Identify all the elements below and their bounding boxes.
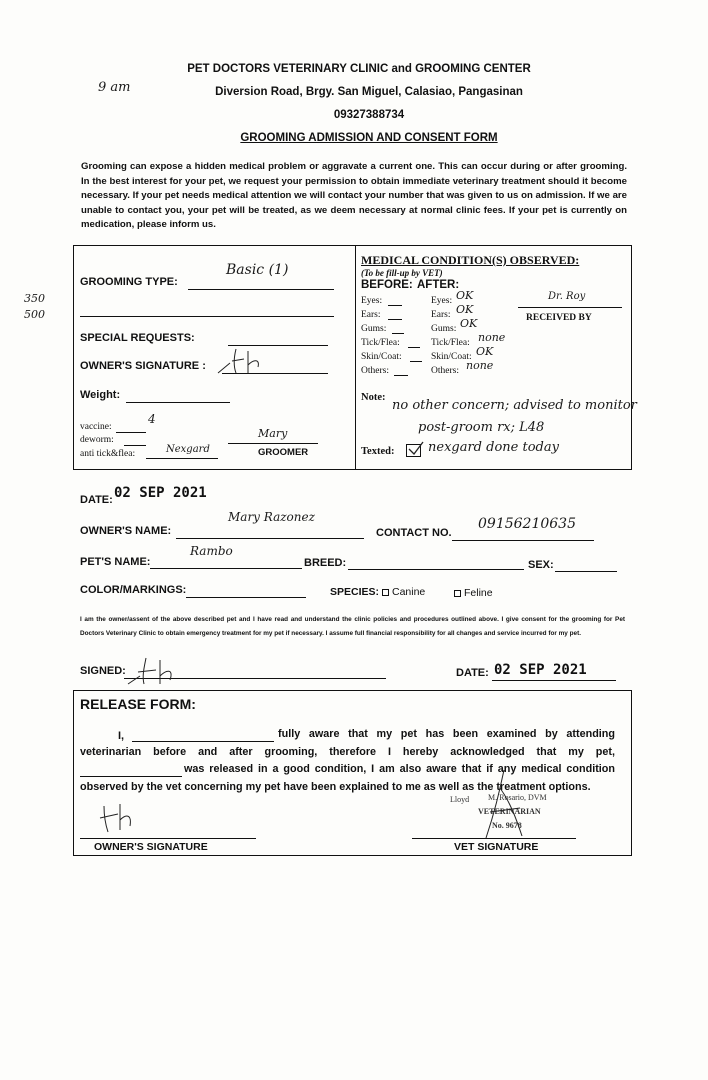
medical-subtitle: (To be fill-up by VET)	[361, 268, 443, 278]
box-divider	[355, 245, 356, 470]
groomer-label: GROOMER	[258, 447, 309, 458]
deworm-line[interactable]	[124, 445, 146, 446]
release-owner-signature	[98, 800, 140, 836]
note-line-1: no other concern; advised to monitor	[392, 398, 637, 413]
groomer-line[interactable]	[228, 443, 318, 444]
pet-name-label: PET'S NAME:	[80, 556, 151, 568]
sex-line[interactable]	[555, 571, 617, 572]
canine-checkbox[interactable]	[382, 589, 389, 596]
contact-value: 09156210635	[478, 516, 576, 532]
vaccine-line[interactable]	[116, 432, 146, 433]
before-eyes: Eyes:	[361, 296, 383, 306]
signed-date-line[interactable]	[492, 680, 616, 681]
release-i-label: I,	[118, 730, 125, 742]
after-gums-label: Gums:	[431, 324, 457, 334]
grooming-type-line[interactable]	[188, 289, 334, 290]
after-label: AFTER:	[417, 279, 460, 291]
vet-stamp-line-1: Lloyd	[450, 795, 470, 804]
vet-stamp-line-2: M. Rosario, DVM	[488, 793, 547, 802]
checkmark-icon	[406, 440, 424, 456]
after-eyes-label: Eyes:	[431, 296, 453, 306]
signed-date-value: 02 SEP 2021	[494, 662, 587, 678]
antitick-line[interactable]	[146, 458, 218, 459]
release-text-2: was released in a good condition, I am also aware that if any medical condition observed by the vet concerning my pet have been explained to me as well as the treatment options.	[80, 763, 615, 793]
received-by-value: Dr. Roy	[548, 291, 586, 302]
weight-line[interactable]	[126, 402, 230, 403]
groomer-value: Mary	[258, 427, 288, 440]
vaccine-label: vaccine:	[80, 422, 112, 432]
after-tickflea-value: none	[478, 331, 506, 344]
after-tickflea-label: Tick/Flea:	[431, 338, 470, 348]
margin-note-350: 350	[24, 292, 45, 305]
margin-note-500: 500	[24, 308, 45, 321]
grooming-type-value: Basic (1)	[226, 262, 289, 278]
release-title: RELEASE FORM:	[80, 696, 196, 712]
vet-stamp-line-4: No. 9678	[492, 821, 522, 830]
grooming-type-label: GROOMING TYPE:	[80, 276, 178, 288]
vet-signature-line[interactable]	[412, 838, 576, 839]
breed-label: BREED:	[304, 557, 347, 569]
before-skincoat: Skin/Coat:	[361, 352, 402, 362]
owner-name-line[interactable]	[176, 538, 364, 539]
after-skincoat-label: Skin/Coat:	[431, 352, 472, 362]
sex-label: SEX:	[528, 559, 554, 571]
pet-name-line[interactable]	[150, 568, 302, 569]
special-requests-label: SPECIAL REQUESTS:	[80, 332, 195, 344]
date-label: DATE:	[80, 494, 113, 506]
owner-name-label: OWNER'S NAME:	[80, 525, 172, 537]
release-text-1: fully aware that my pet has been examined by attending veterinarian before and after grooming, therefore I hereby acknowledged that my pet,	[80, 728, 615, 758]
after-others-value: none	[466, 359, 494, 372]
clinic-phone: 09327388734	[333, 109, 405, 121]
color-markings-line[interactable]	[186, 597, 306, 598]
note-label: Note:	[361, 392, 386, 403]
vet-stamp-line-3: VETERINARIAN	[478, 807, 541, 816]
breed-line[interactable]	[348, 569, 524, 570]
before-gums: Gums:	[361, 324, 387, 334]
owner-name-value: Mary Razonez	[228, 510, 315, 524]
clinic-address: Diversion Road, Brgy. San Miguel, Calasiao, Pangasinan	[215, 86, 523, 98]
color-markings-label: COLOR/MARKINGS:	[80, 584, 187, 596]
species-canine-option[interactable]	[382, 586, 425, 598]
received-by-label: RECEIVED BY	[526, 313, 592, 323]
texted-label: Texted:	[361, 446, 395, 457]
before-others: Others:	[361, 366, 389, 376]
antitick-label: anti tick&flea:	[80, 449, 136, 459]
before-gums-line[interactable]	[392, 333, 404, 334]
after-others-label: Others:	[431, 366, 459, 376]
before-eyes-line[interactable]	[388, 305, 402, 306]
contact-label: CONTACT NO.	[376, 527, 452, 539]
species-label: SPECIES:	[330, 586, 380, 598]
before-ears-line[interactable]	[388, 319, 402, 320]
signed-label: SIGNED:	[80, 665, 126, 677]
vet-signature-scribble	[476, 768, 536, 842]
medical-title: MEDICAL CONDITION(S) OBSERVED:	[361, 253, 580, 267]
after-ears-label: Ears:	[431, 310, 451, 320]
before-tickflea: Tick/Flea:	[361, 338, 400, 348]
vaccine-value: 4	[148, 412, 156, 426]
pet-name-value: Rambo	[190, 544, 233, 558]
antitick-value: Nexgard	[166, 444, 210, 455]
before-label: BEFORE:	[361, 279, 413, 291]
grooming-type-line-2[interactable]	[80, 316, 334, 317]
feline-label: Feline	[464, 587, 493, 599]
owner-signature-scribble	[214, 345, 274, 377]
after-gums-value: OK	[460, 317, 478, 330]
consent-paragraph: I am the owner/assent of the above described pet and I have read and understand the clinic policies and procedures outlined above. I give consent for the grooming for Pet Doctors Veterinary Clinic to obtain emergency treatment for my pet if necessary. I assume full financial responsibility for all changes and service incurred for my pet.	[80, 616, 625, 637]
before-tickflea-line[interactable]	[408, 347, 420, 348]
species-feline-option[interactable]	[454, 587, 493, 599]
owner-signature-line-release[interactable]	[80, 838, 256, 839]
canine-label: Canine	[392, 586, 426, 598]
release-owner-signature-label: OWNER'S SIGNATURE	[94, 841, 208, 853]
feline-checkbox[interactable]	[454, 590, 461, 597]
deworm-label: deworm:	[80, 435, 114, 445]
margin-note-time: 9 am	[98, 80, 131, 95]
intro-paragraph: Grooming can expose a hidden medical problem or aggravate a current one. This can occur during or after grooming. In the best interest for your pet, we request your permission to obtain immediate veterinary treatment should it become necessary. If your pet needs medical attention we will contact your number that was given to us on admission. If we are unable to contact you, your pet will be treated, as we deem necessary at normal clinic fees. If your pet is currently on medication, please inform us.	[81, 161, 627, 230]
signed-date-label: DATE:	[456, 667, 489, 679]
after-ears-value: OK	[456, 303, 474, 316]
form-title: GROOMING ADMISSION AND CONSENT FORM	[240, 132, 498, 144]
note-line-3: nexgard done today	[428, 440, 559, 455]
after-eyes-value: OK	[456, 289, 474, 302]
contact-line[interactable]	[452, 540, 594, 541]
before-skincoat-line[interactable]	[410, 361, 422, 362]
before-ears: Ears:	[361, 310, 381, 320]
note-line-2: post-groom rx; L48	[418, 420, 545, 435]
clinic-name: PET DOCTORS VETERINARY CLINIC and GROOMING CENTER	[187, 63, 531, 75]
after-skincoat-value: OK	[476, 345, 494, 358]
date-value: 02 SEP 2021	[114, 485, 207, 501]
received-by-line[interactable]	[518, 307, 622, 308]
weight-label: Weight:	[80, 389, 121, 401]
before-others-line[interactable]	[394, 375, 408, 376]
vet-signature-label: VET SIGNATURE	[454, 841, 539, 853]
owner-signature-label: OWNER'S SIGNATURE :	[80, 360, 206, 372]
signed-signature	[126, 654, 186, 688]
